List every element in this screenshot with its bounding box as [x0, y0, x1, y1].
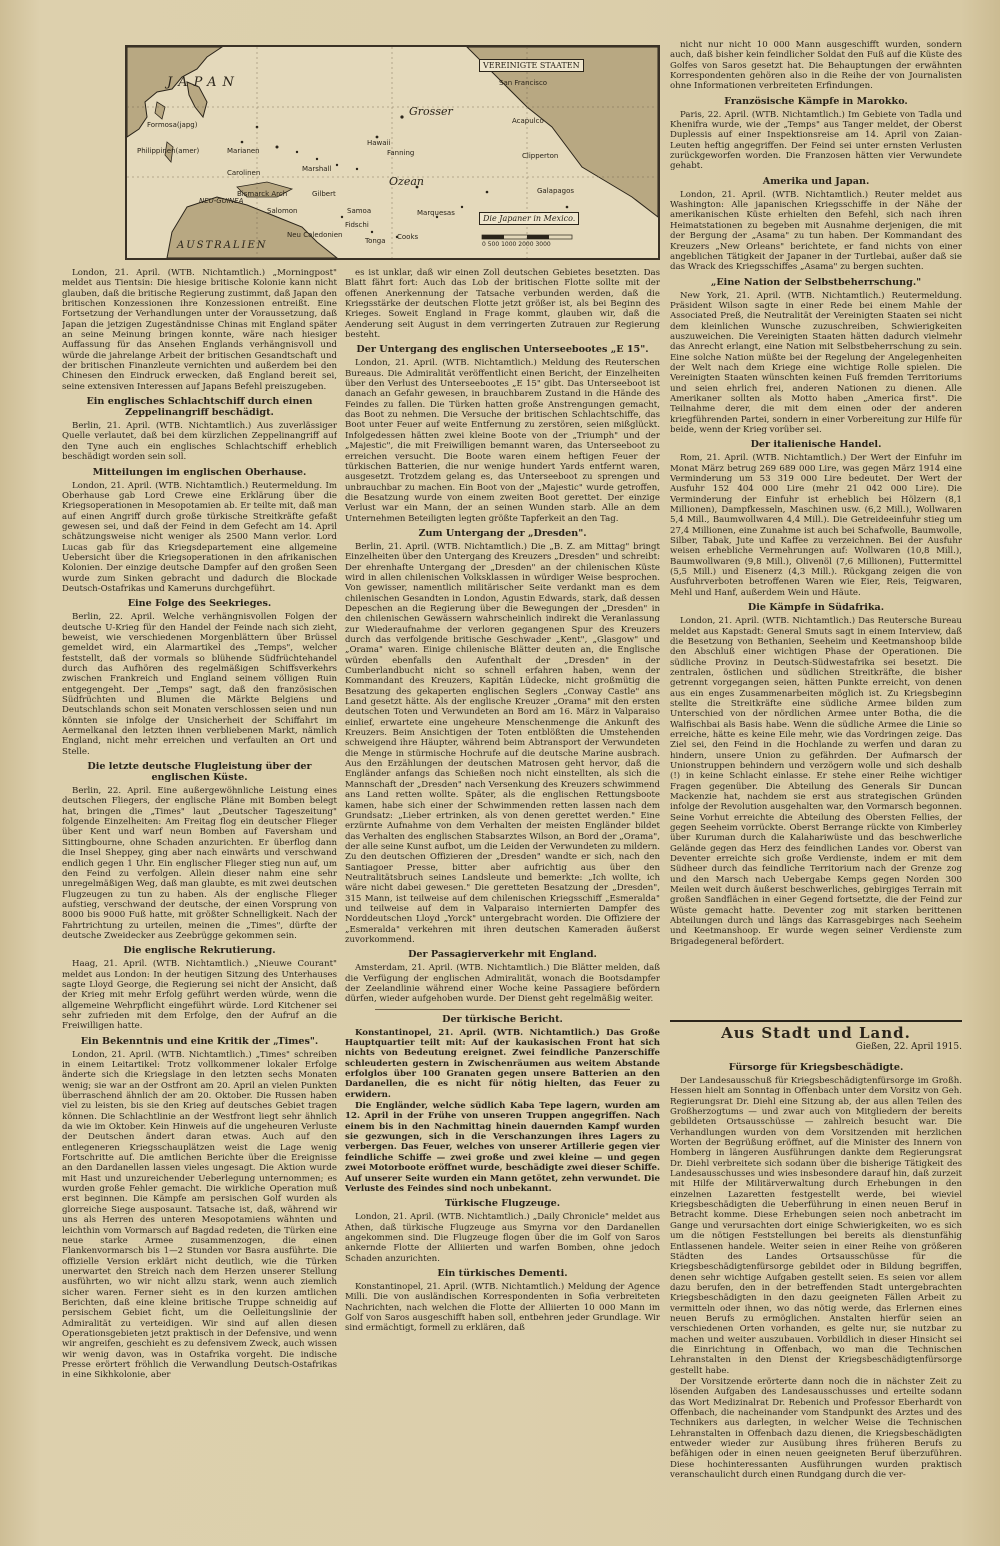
- map-label-tonga: Tonga: [365, 237, 386, 245]
- map-label-sanfrancisco: San Francisco: [499, 79, 548, 87]
- headline: Ein Bekenntnis und eine Kritik der „Times".: [80, 1035, 319, 1047]
- headline: Der Untergang des englischen Unterseebootes „E 15".: [356, 344, 649, 356]
- map-label-neu-caledonien: Neu Caledonien: [287, 231, 343, 239]
- headline: Fürsorge für Kriegsbeschädigte.: [728, 1062, 904, 1073]
- article-body: Die Engländer, welche südlich Kaba Tepe lagern, wurden am 12. April in der Frühe von unseren Truppen angegriffen. Nach einem bis in den Nachmittag hinein dauernden Kampf wurden sie gezwungen, sich in die Verschanzungen ihres Lagers zu verbergen. Das Feuer, welches von unserer Artillerie gegen vier feindliche Schiffe — zwei große und zwei kleine — und gegen zwei Motorboote eröffnet wurde, beschädigte zwei dieser Schiffe. Auf unserer Seite wurden ein Mann getötet, zehn verwundet. Die Verluste des Feindes sind noch unbekannt.: [345, 1101, 660, 1194]
- headline: Türkische Flugzeuge.: [444, 1198, 561, 1210]
- map-label-ocean2: Ozean: [389, 175, 424, 188]
- map-label-ocean1: Grosser: [409, 105, 453, 118]
- article-body: Amsterdam, 21. April. (WTB. Nichtamtlich.) Die Blätter melden, daß die Verfügung der englischen Admiralität, wonach die Bootsdampfer der Zeelandlinie während einer Woche keine Passagiere befördern dürfen, wieder aufgehoben wurde. Der Dienst geht regelmäßig weiter.: [345, 963, 660, 1005]
- pacific-map: [125, 45, 660, 260]
- map-label-hawaii: Hawaii: [367, 139, 391, 147]
- article-body: London, 21. April. (WTB. Nichtamtlich.) Reutermeldung. Im Oberhause gab Lord Crewe eine Erklärung über die Kriegsoperationen in Mesopotamien ab. Er teilte mit, daß man auf einen Angriff durch große türkische Streitkräfte gefaßt gewesen sei, und daß der Feind in dem Gefecht am 14. April schätzungsweise nicht weniger als 2500 Mann verlor. Lord Lucas gab für das Kriegsdepartement eine allgemeine Uebersicht über die Kriegsoperationen in den afrikanischen Kolonien. Der einzige deutsche Dampfer auf den großen Seen wurde zum Sinken gebracht und dadurch die Blockade Deutsch-Ostafrikas und Kameruns durchgeführt.: [62, 480, 337, 594]
- headline: Die Kämpfe in Südafrika.: [747, 602, 885, 614]
- article-lead: London, 21. April. (WTB. Nichtamtlich.) „Morningpost" meldet aus Tientsin: Die hiesige britische Kolonie kann nicht glauben, daß die britische Regierung zustimmt, daß Japan den britischen Konzessionen ihre Konzessionen entreißt. Eine Fortsetzung der Verhandlungen unter der Voraussetzung, daß Japan die jetzigen Zugeständnisse Chinas mit England später an seine Meinung bringen konnte, wäre nach hiesiger Auffassung für das Ansehen Englands verhängnisvoll und würde die jahrelange Arbeit der britischen Gesandtschaft und der britischen Finanzleute vernichten und außerdem bei den Chinesen den Eindruck erwecken, daß England bereit sei, seine extensiven Interessen auf Japans Befehl preiszugeben.: [62, 268, 337, 392]
- article-body: Berlin, 21. April. (WTB. Nichtamtlich.) Aus zuverlässiger Quelle verlautet, daß bei dem kürzlichen Zeppelinangriff auf den Tyne auch ein englisches Schlachtschiff erheblich beschädigt worden sein soll.: [62, 421, 337, 463]
- map-scale: 0 500 1000 2000 3000: [482, 241, 551, 248]
- headline: Ein türkisches Dementi.: [437, 1267, 568, 1279]
- map-label-marshall: Marshall: [302, 165, 332, 173]
- headline: Zum Untergang der „Dresden".: [418, 527, 587, 539]
- article-body: New York, 21. April. (WTB. Nichtamtlich.) Reutermeldung. Präsident Wilson sagte in einer Rede bei einem Mahle der Associated Preß, die Neutralität der Vereinigten Staaten sei nicht dem kleinlichen Wunsche zuzuschreiben, Schwierigkeiten auszuweichen. Die Vereinigten Staaten hätten dadurch vielmehr das Anrecht erlangt, eine Nation mit Selbstbeherrschung zu sein. Eine solche Nation müßte bei der Regelung der Angelegenheiten der Welt nach dem Kriege eine wichtige Rolle spielen. Die Vereinigten Staaten wünschten keinen Fuß fremden Territoriums und seien ehrlich frei, anderen Nationen zu dienen. Alle Amerikaner sollten als Motto haben „America first". Die Teilnahme derer, die mit dem einen oder der anderen kriegführenden Partei, sondern in einer Vorbereitung zur Hilfe für beide, wenn der Krieg vorüber sei.: [670, 290, 962, 435]
- dateline: Gießen, 22. April 1915.: [855, 1042, 962, 1052]
- map-label-formosa: Formosa(japg): [147, 121, 198, 129]
- column-right-local: [670, 1058, 962, 1538]
- map-label-galapagos: Galapagos: [537, 187, 575, 195]
- map-label-marquesas: Marquesas: [417, 209, 455, 217]
- article-body: Haag, 21. April. (WTB. Nichtamtlich.) „Nieuwe Courant" meldet aus London: In der heutigen Sitzung des Unterhauses sagte Lloyd George, die Regierung sei nicht der Ansicht, daß der Krieg mit mehr Erfolg geführt werden würde, wenn die allgemeine Wehrpflicht eingeführt würde. Lord Kitchener sei sehr zufrieden mit dem Erfolge, den der Aufruf an die Freiwilligen hatte.: [62, 959, 337, 1032]
- article-body: Berlin, 21. April. (WTB. Nichtamtlich.) Die „B. Z. am Mittag" bringt Einzelheiten über den Untergang des Kreuzers „Dresden" und schreibt: Der ehrenhafte Untergang der „Dresden" an der chilenischen Küste wird in allen chilenischen Volksklassen in würdiger Weise besprochen. Von gewisser, namentlich militärischer Seite verdankt man es dem chilenischen Gesandten in London, Agustin Edwards, stark, daß dessen Depeschen an die Regierung über die Bewegungen der „Dresden" in den chilenischen Gewässern wahrscheinlich indirekt die Veranlassung zur Wiederaufnahme der verloren gegangenen Spur des Kreuzers durch das verfolgende britische Geschwader „Kent", „Glasgow" und „Orama" waren. Einige chilenische Blätter deuten an, die Englische würden ebenfalls den Aufenthalt der „Dresden" in der Cumberlandbucht nicht so schnell erfahren haben, wenn der Kommandant des Kreuzers, Kapitän Lüdecke, nicht großmütig die Besatzung des gekaperten englischen Seglers „Conway Castle" ans Land gesetzt hätte. Als der englische Kreuzer „Orama" mit den ersten deutschen Toten und Verwundeten an Bord am 16. März in Valparaiso einlief, erwartete eine ungeheure Menschenmenge die Ankunft des Kreuzers. Beim Ansichtigen der Toten entblößten die Umstehenden schweigend ihre Häupter, während beim Abtransport der Verwundeten die Menge in stürmische Hochrufe auf die deutsche Marine ausbrach. Aus den Erzählungen der deutschen Matrosen geht hervor, daß die Engländer anfangs das Schießen noch nicht einstellten, als sich die Mannschaft der „Dresden" nach Versenkung des Kreuzers schwimmend ans Land retten wollte. Später, als die englischen Rettungsboote kamen, habe sich einer der Schwimmenden retten lassen nach dem Grundsatz: „Lieber ertrinken, als von denen gerettet werden." Eine erzürnte Aufnahme von dem Verhalten der meisten Engländer bildet das Verhalten des englischen Stabsarztes Wilson, an Bord der „Orama", der alle seine Kunst aufbot, um die Leiden der Verwundeten zu mildern. Zu den deutschen Offizieren der „Dresden" wandte er sich, nach den Santiagoer Presse, bitter aber aufrichtig aus über den Neutralitätsbruch seines Landsleute und bemerkte: „Ich wollte, ich wäre nicht dabei gewesen." Die geretteten Besatzung der „Dresden", 315 Mann, ist teilweise auf dem chilenischen Kriegsschiff „Esmeralda" und teilweise auf dem in Valparaiso internierten Dampfer des Norddeutschen Lloyd „Yorck" untergebracht worden. Die Offiziere der „Esmeralda" verkehren mit ihren deutschen Kameraden äußerst zuvorkommend.: [345, 541, 660, 945]
- article-body: London, 21. April. (WTB. Nichtamtlich.) „Daily Chronicle" meldet aus Athen, daß türkische Flugzeuge aus Smyrna vor den Dardanellen angekommen sind. Die Flugzeuge flogen über die im Golf von Saros ankernde Flotte der Alliierten und warfen Bomben, ohne jedoch Schaden anzurichten.: [345, 1212, 660, 1264]
- headline: Amerika und Japan.: [762, 175, 870, 187]
- section-rule: [670, 1020, 962, 1022]
- headline: Der italienische Handel.: [750, 439, 882, 451]
- map-label-fidschi: Fidschi: [345, 221, 369, 229]
- map-label-acapulco: Acapulco: [512, 117, 544, 125]
- map-label-bismarck: Bismarck Arch: [237, 190, 288, 198]
- map-label-neu-guinea: NEU-GUINEA: [199, 197, 244, 205]
- map-label-salomon: Salomon: [267, 207, 298, 215]
- map-label-cooks: Cooks: [397, 233, 419, 241]
- article-body: Der Landesausschuß für Kriegsbeschädigtenfürsorge im Großh. Hessen hielt am Sonntag in Offenbach unter dem Vorsitz von Geh. Regierungsrat Dr. Diehl eine Sitzung ab, der aus allen Teilen des Großherzogtums — und zwar auch von Mitgliedern der bereits gebildeten Ortsausschüsse — zahlreich besucht war. Die Verhandlungen wurden von dem Vorsitzenden mit herzlichen Worten der Begrüßung eröffnet, auf die Minister des Innern von Homberg in längeren Ausführungen dankte dem Regierungsrat Dr. Diehl verbreitete sich sodann über die bisherige Tätigkeit des Landesausschusses und wies insbesondere darauf hin, daß zurzeit mit Hilfe der Militärverwaltung durch Erhebungen in den einzelnen Lazaretten festgestellt werde, bei wieviel Kriegsbeschädigten die Ueberführung in einen neuen Beruf in Betracht komme. Diese Erhebungen seien noch anbetracht im Gange und verursachten dort einige Schwierigkeiten, wo es sich um die nötigen Feststellungen bei bereits als dienstunfähig Entlassenen handele. Weiter seien in einer Reihe von größeren Städten des Landes Ortsausschüsse für die Kriegsbeschädigtenfürsorge gebildet oder in Bildung begriffen, denen sehr wichtige Aufgaben gestellt seien. Es seien vor allem dazu berufen, den in der betreffenden Stadt untergebrachten Kriegsbeschädigten in den dazu geeigneten Fällen Arbeit zu vermitteln oder ihnen, wo das nötig werde, das Erlernen eines neuen Berufs zu ermöglichen. Anstalten hierfür seien an verschiedenen Orten vorhanden, es gelte nur, sie nutzbar zu machen und weiter auszubauen. Vorbildlich in dieser Hinsicht sei die Einrichtung in Offenbach, wo man die Technischen Lehranstalten in den Dienst der Kriegsbeschädigtenfürsorge gestellt habe.: [670, 1076, 962, 1376]
- column-right: [670, 40, 962, 1015]
- map-title: Die Japaner in Mexico.: [479, 212, 579, 225]
- headline: Die englische Rekrutierung.: [123, 945, 276, 957]
- column-left: [62, 268, 337, 1538]
- map-label-samoa: Samoa: [347, 207, 372, 215]
- map-label-gilbert: Gilbert: [312, 190, 336, 198]
- headline: Eine Folge des Seekrieges.: [127, 598, 272, 610]
- article-body: Der Vorsitzende erörterte dann noch die in nächster Zeit zu lösenden Aufgaben des Landesausschusses und erteilte sodann das Wort Medizinalrat Dr. Rebenich und Professor Eberhardt von Offenbach, die nacheinander vom Standpunkt des Arztes und des Technikers aus darlegten, in welcher Weise die Technischen Lehranstalten in Offenbach dazu dienen, die Kriegsbeschädigten entweder wieder zur Ausübung ihres früheren Berufs zu befähigen oder in einen neuen geeigneten Beruf überzuführen. Diese hochinteressanten Ausführungen wurden praktisch veranschaulicht durch einen Rundgang durch die ver-: [670, 1376, 962, 1481]
- article-body: Konstantinopel, 21. April. (WTB. Nichtamtlich.) Meldung der Agence Milli. Die von ausländischen Korrespondenten in Sofia verbreiteten Nachrichten, nach welchen die Flotte der Alliierten 10 000 Mann im Golf von Saros ausgeschifft haben soll, entbehren jeder Grundlage. Wir sind ermächtigt, formell zu erklären, daß: [345, 1281, 660, 1334]
- headline: Die letzte deutsche Flugleistung über der englischen Küste.: [87, 761, 312, 784]
- headline: Der Passagierverkehr mit England.: [408, 949, 597, 961]
- map-label-japan: JAPAN: [167, 75, 240, 90]
- article-body: London, 21. April. (WTB. Nichtamtlich.) Meldung des Reuterschen Bureaus. Die Admiralität veröffentlicht einen Bericht, der Einzelheiten über den Verlust des Unterseebootes „E 15" gibt. Das Unterseeboot ist danach an Gefahr gewesen, in brauchbarem Zustand in die Hände des Feindes zu fallen. Die Türken hatten große Anstrengungen gemacht, das Boot zu nehmen. Die Versuche der britischen Schlachtschiffe, das Boot unter Feuer auf weite Entfernung zu zerstören, seien mißglückt. Infolgedessen hätten zwei kleine Boote von der „Triumph" und der „Majestic", die mit Freiwilligen bemannt waren, das Unterseeboot zu erreichen versucht. Die Boote waren einem heftigen Feuer der türkischen Batterien, die nur wenige hundert Yards entfernt waren, ausgesetzt. Trotzdem gelang es, das Unterseeboot zu sprengen und unbrauchbar zu machen. Ein Boot von der „Majestic" wurde getroffen, die Besatzung wurde von einem zweiten Boot gerettet. Der einzige Verlust war ein Mann, der an seinen Wunden starb. Alle an dem Unternehmen Beteiligten legten größte Tapferkeit an den Tag.: [345, 358, 660, 524]
- article-body: Paris, 22. April. (WTB. Nichtamtlich.) Im Gebiete von Tadla und Khenifra wurde, wie der „Temps" aus Tanger meldet, der Oberst Duplessis auf einer Inspektionsreise am 14. April von Zaian-Leuten heftig angegriffen. Der Feind sei unter ernsten Verlusten zurückgeworfen worden. Die Franzosen hätten vier Verwundete gehabt.: [670, 109, 962, 172]
- article-lead: nicht nur nicht 10 000 Mann ausgeschifft wurden, sondern auch, daß bisher kein feindlicher Soldat den Fuß auf die Küste des Golfes von Saros gesetzt hat. Die Behauptungen der erwähnten Korrespondenten gehören also in die Reihe der von Journalisten ohne Informationen verbreiteten Erfindungen.: [670, 40, 962, 92]
- article-body: London, 21. April. (WTB. Nichtamtlich.) Reuter meldet aus Washington: Alle japanischen Kriegsschiffe in der Nähe der amerikanischen Küste erhielten den Befehl, sich nach ihren Heimatstationen zu begeben mit Ausnahme derjenigen, die mit der Bergung der „Asama" zu tun haben. Der Kommandant des Kreuzers „New Orleans" berichtete, er fand nichts von einer angeblichen Tätigkeit der Japaner in der Turtlebai, außer daß sie das Wrack des Kriegsschiffes „Asama" zu bergen suchten.: [670, 189, 962, 273]
- map-label-clipperton: Clipperton: [522, 152, 559, 160]
- headline: Ein englisches Schlachtschiff durch einen Zeppelinangriff beschädigt.: [86, 396, 313, 419]
- map-label-us: VEREINIGTE STAATEN: [479, 59, 584, 72]
- section-header: [670, 1020, 962, 1042]
- article-body: London, 21. April. (WTB. Nichtamtlich.) Das Reutersche Bureau meldet aus Kapstadt: General Smuts sagt in einem Interview, daß die Besetzung von Bethanien, Seeheim und Keetmanshoop bilde den Abschluß einer wichtigen Phase der Operationen. Die südliche Provinz in Deutsch-Südwestafrika sei besetzt. Die zentralen, östlichen und südlichen Streitkräfte, die bisher getrennt vorgegangen seien, hätten Punkte erreicht, von denen aus ein enges Zusammenarbeiten möglich ist. Zu Kriegsbeginn stellte die Streitkräfte eine südliche Armee bilden zum Unterschied von der nördlichen Armee unter Botha, die die Walfischbai als Basis habe. Wenn die südliche Armee die Linie so erreiche, hätte es keine Eile mehr, wie das Vordringen zeige. Das Ziel sei, den Feind in die Hochlande zu werfen und daran zu hindern, unsere Union zu gefährden. Der Aufmarsch der Unionstruppen behindern und verzögern wolle und sich deshalb (!) in keine Schlacht einlasse. Er stehe einer Reihe wichtiger Fragen gegenüber. Die Abteilung des Generals Sir Duncan Mackenzie hat, nachdem sie erst aus strategischen Gründen infolge der Revolution ausgehalten war, den Vormarsch begonnen. Seine Vorhut erreichte die Abteilung des Obersten Fellies, der gegen Seeheim vorrückte. Oberst Berrange rückte von Kimberley über Kuruman durch die Kalahariwüste und das beschwerliche Gelände gegen das Herz des feindlichen Landes vor. Oberst van Deventer erreichte sich große Verdienste, indem er mit dem Südheer durch das feindliche Territorium nach der Grenze zog und den Marsch nach Uebergabe Kemps gegen Norden 300 Meilen weit durch äußerst beschwerliches, gebirgiges Terrain mit großen Sandflächen in einer Gegend fortsetzte, die der Feind zur Wüste gemacht hatte. Deventer zog mit starken berittenen Abteilungen durch und längs das Karrasgebirges nach Seeheim und Keetmanshoop. Er wurde wegen seiner Verdienste zum Brigadegeneral befördert.: [670, 616, 962, 947]
- article-body: London, 21. April. (WTB. Nichtamtlich.) „Times" schreiben in einem Leitartikel: Trotz vollkommener lokaler Erfolge änderte sich die Kriegslage in den letzten sechs Monaten wenig; sie war an der Ostfront am 20. April an vielen Punkten überraschend ähnlich der am 20. Oktober. Die Russen haben viel zu leisten, bis sie den Krieg auf deutsches Gebiet tragen können. Die Schlachtlinie an der Westfront liegt sehr ähnlich da wie im Oktober. Kein Hinweis auf die ungeheuren Verluste der Deutschen ändert daran etwas. Auch auf den entlegeneren Kriegsschauplätzen weist die Lage wenig Fortschritte auf. Die amtlichen Berichte über die Ereignisse an den Dardanellen lassen vieles ungesagt. Die Aktion wurde mit Hast und unzureichender Ueberlegung unternommen; es wurden große Fehler gemacht. Die wirkliche Operation muß erst beginnen. Die Kämpfe am persischen Golf wurden als glorreiche Siege ausposaunt. Tatsache ist, daß, während wir uns als Herren des unteren Mesopotamiens wähnten und leichthin vom Vormarsch auf Bagdad redeten, die Türken eine neue starke Armee zusammenzogen, die einen Flankenvormarsch bis 1—2 Stunden vor Basra ausführte. Die offizielle Version erklärt nicht deutlich, wie die Türken unerwartet den Streich nach dem Herzen unserer Stellung ausführten, wo wir nicht allzu stark, wenn auch ziemlich sicher waren. Ferner sieht es in den kurzen amtlichen Berichten, daß eine kleine britische Truppe schneidig auf persischem Gebiet ficht, um die Oelleitungslinie der Admiralität zu verteidigen. Wir sind auf allen diesen Operationsgebieten jetzt praktisch in der Defensive, und wenn wir angreifen, geschieht es zu defensivem Zweck, auch wissen wir wenig davon, was in Ostafrika vorgeht. Die indische Presse erörtert fröhlich die Verwandlung Deutsch-Ostafrikas in eine Sikhkolonie, aber: [62, 1049, 337, 1381]
- headline: Französische Kämpfe in Marokko.: [724, 95, 908, 107]
- column-middle: [345, 268, 660, 1538]
- article-body: Rom, 21. April. (WTB. Nichtamtlich.) Der Wert der Einfuhr im Monat März betrug 269 689 000 Lire, was gegen März 1914 eine Verminderung um 53 319 000 Lire bedeutet. Der Wert der Ausfuhr 152 404 000 Lire (mehr 21 042 000 Lire). Die Verminderung der Einfuhr ist erheblich bei Hölzern (8,1 Millionen), Dampfkesseln, Maschinen usw. (6,2 Mill.), Wollwaren 5,4 Mill., Baumwollwaren 4,4 Mill.). Die Getreideeinfuhr stieg um 27,4 Millionen, eine Zunahme ist auch bei Schafwolle, Baumwolle, Silber, Tabak, Jute und Kaffee zu verzeichnen. Bei der Ausfuhr weisen erhebliche Vermehrungen auf: Wollwaren (10,8 Mill.), Baumwollwaren (9,8 Mill.), Olivenöl (7,6 Millionen), Futtermittel (5,5 Mill.) und Eisenerz (4,3 Mill.). Rückgang zeigen die von Ausfuhrverboten betroffenen Waren wie Eier, Reis, Teigwaren, Mehl und Hanf, außerdem Wein und Häute.: [670, 453, 962, 598]
- article-body: Berlin, 22. April. Eine außergewöhnliche Leistung eines deutschen Fliegers, der englische Pläne mit Bomben belegt hat, bringen die „Times" laut „Deutscher Tageszeitung" folgende Einzelheiten: Am Freitag flog ein deutscher Flieger über Kent und warf neun Bomben auf Faversham und Sittingbourne, ohne Schaden anzurichten. Er überflog dann die Insel Sheppey, ging aber nach einwärts und verschwand endlich gegen 1 Uhr. Ein englischer Flieger stieg nun auf, um den Feind zu verfolgen. Allein dieser nahm eine sehr unregelmäßigen Weg, daß man glaubte, es mit zwei deutschen Flugzeugen zu tun zu haben. Als der englische Flieger aufstieg, verschwand der deutsche, der einen Vorsprung von 8000 bis 9000 Fuß hatte, mit größter Schnelligkeit. Nach der Fahrtrichtung zu urteilen, meinen die „Times", dürfte der deutsche Zweidecker aus Zeebrügge gekommen sein.: [62, 786, 337, 941]
- article-body: Konstantinopel, 21. April. (WTB. Nichtamtlich.) Das Große Hauptquartier teilt mit: Auf der kaukasischen Front hat sich nichts von Bedeutung ereignet. Zwei feindliche Panzerschiffe schleuderten gestern in Zwischenräumen aus weitem Abstande erfolglos über 100 Granaten gegen unsere Batterien an den Dardanellen, die es nicht für nötig hielten, das Feuer zu erwidern.: [345, 1027, 660, 1100]
- map-label-philippines: Philippinen(amer): [137, 147, 200, 155]
- article-lead: es ist unklar, daß wir einen Zoll deutschen Gebietes besetzten. Das Blatt fährt fort: Auch das Lob der britischen Flotte sollte mit der offenen Anerkennung der Tatsache verbunden werden, daß die Kriegsstärke der deutschen Flotte jetzt größer ist, als bei Beginn des Krieges. Soweit England in Frage kommt, glauben wir, daß die Aenderung seit August in dem verringerten Zutrauen zur Regierung besteht.: [345, 268, 660, 341]
- map-label-carolinen: Carolinen: [227, 169, 261, 177]
- headline: „Eine Nation der Selbstbeherrschung.": [710, 276, 922, 288]
- section-title: Aus Stadt und Land.: [721, 1024, 911, 1042]
- divider: [375, 1009, 630, 1010]
- article-body: Berlin, 22. April. Welche verhängnisvollen Folgen der deutsche U-Krieg für den Handel der Feinde nach sich zieht, beweist, wie verschiedenen Morgenblättern über Brüssel gemeldet wird, ein Alarmartikel des „Temps", welcher feststellt, daß der vormals so blühende Südfrüchtehandel durch das Aufhören des regelmäßigen Schiffsverkehrs zwischen Frankreich und England seinem völligen Ruin entgegengeht. Der „Temps" sagt, daß den französischen Südfrüchten und Blumen die Märkte Belgiens und Deutschlands schon seit Monaten verschlossen seien und nun könnten sie infolge der Unsicherheit der Schiffahrt im Aermelkanal den letzten ihnen verbliebenen Markt, nämlich England, nicht mehr erreichen und verfaulten an Ort und Stelle.: [62, 612, 337, 757]
- map-label-australia: AUSTRALIEN: [177, 240, 268, 251]
- headline: Mitteilungen im englischen Oberhause.: [92, 466, 307, 478]
- map-label-fanning: Fanning: [387, 149, 415, 157]
- map-label-marianen: Marianen: [227, 147, 260, 155]
- headline: Der türkische Bericht.: [442, 1013, 563, 1025]
